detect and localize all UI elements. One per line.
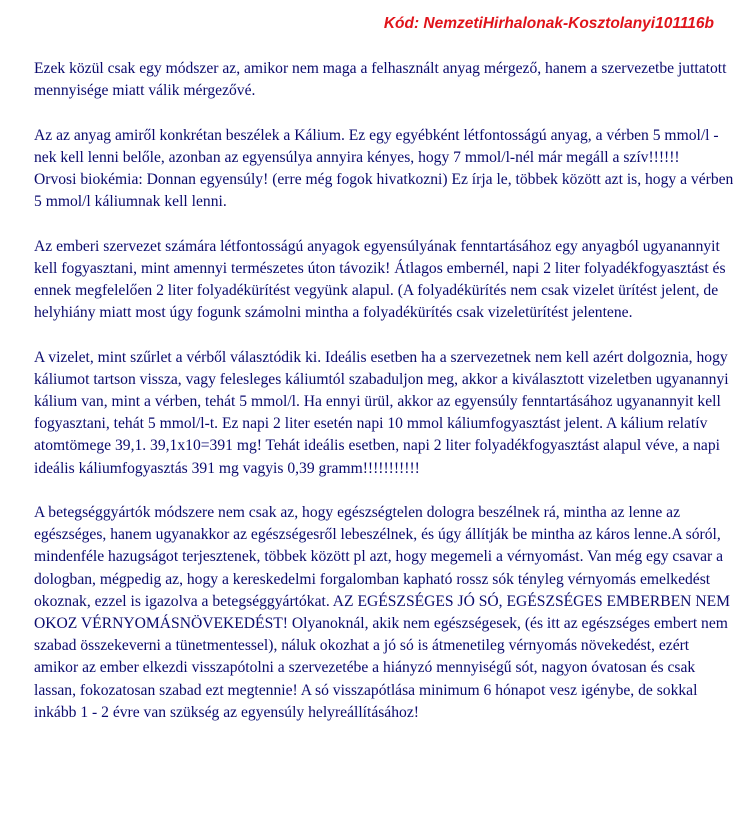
paragraph-urine: A vizelet, mint szűrlet a vérből választódik ki. Ideális esetben ha a szervezetnek nem kell azért dolgoznia, hogy káliumot tartson vissza, vagy felesleges káliumtól szabaduljon meg, akkor a kiválasztott vizeletben ugyanannyi kálium van, mint a vérben, tehát 5 mmol/l. Ha ennyi ürül, akkor az egyensúly fenntartásához ugyanannyit kell fogyasztani, tehát 5 mmol/l-t. Ez napi 2 liter esetén napi 10 mmol káliumfogyasztást jelent. A kálium relatív atomtömege 39,1. 39,1x10=391 mg! Tehát ideális esetben, napi 2 liter folyadékfogyasztást alapul véve, a napi ideális káliumfogyasztás 391 mg vagyis 0,39 gramm!!!!!!!!!!! [34, 348, 729, 477]
paragraph-intro: Ezek közül csak egy módszer az, amikor nem maga a felhasznált anyag mérgező, hanem a szervezetbe juttatott mennyisége miatt válik mérgezővé. [34, 60, 727, 100]
paragraph-biochemistry: Orvosi biokémia: Donnan egyensúly! (erre még fogok hivatkozni) Ez írja le, többek között azt is, hogy a vérben 5 mmol/l káliumnak kell lenni. [34, 171, 734, 211]
paragraph-salt: A betegséggyártók módszere nem csak az, hogy egészségtelen dologra beszélnek rá, mintha az lenne az egészséges, hanem ugyanakkor az egészségesről lebeszélnek, és úgy állítják be mintha az káros lenne.A sóról, mindenféle hazugságot terjesztenek, többek között pl azt, hogy megemeli a vérnyomást. Van még egy csavar a dologban, mégpedig az, hogy a kereskedelmi forgalomban kapható rossz sók tényleg vérnyomás emelkedést okoznak, ezzel is igazolva a betegséggyártókat. AZ EGÉSZSÉGES JÓ SÓ, EGÉSZSÉGES EMBERBEN NEM OKOZ VÉRNYOMÁSNÖVEKEDÉST! Olyanoknál, akik nem egészségesek, (és itt az egészséges embert nem szabad összekeverni a tünetmentessel), náluk okozhat a jó só is átmenetileg vérnyomás növekedést, ezért amikor az ember elkezdi visszapótolni a szervezetébe a hiányzó mennyiségű sót, nagyon óvatosan és csak lassan, fokozatosan szabad ezt megtennie! A só visszapótlása minimum 6 hónapot vesz igénybe, de sokkal inkább 1 - 2 évre van szükség az egyensúly helyreállításához! [34, 504, 730, 721]
paragraph-balance: Az emberi szervezet számára létfontosságú anyagok egyensúlyának fenntartásához egy anyagból ugyanannyit kell fogyasztani, mint amennyi természetes úton távozik! Átlagos embernél, napi 2 liter folyadékfogyasztást és ennek megfelelően 2 liter folyadékürítést vegyünk alapul. (A folyadékürítés nem csak vizelet ürítést jelent, de helyhiány miatt most úgy fogunk számolni mintha a folyadékürítés csak vizeletürítést jelentene. [34, 237, 726, 322]
paragraph-potassium: Az az anyag amiről konkrétan beszélek a Kálium. Ez egy egyébként létfontosságú anyag, a vérben 5 mmol/l -nek kell lenni belőle, azonban az egyensúlya annyira kényes, hogy 7 mmol/l-nél már megáll a szív!!!!!! [34, 126, 719, 166]
document-code: Kód: NemzetiHirhalonak-Kosztolanyi101116b [383, 15, 714, 32]
article-body [34, 58, 734, 746]
